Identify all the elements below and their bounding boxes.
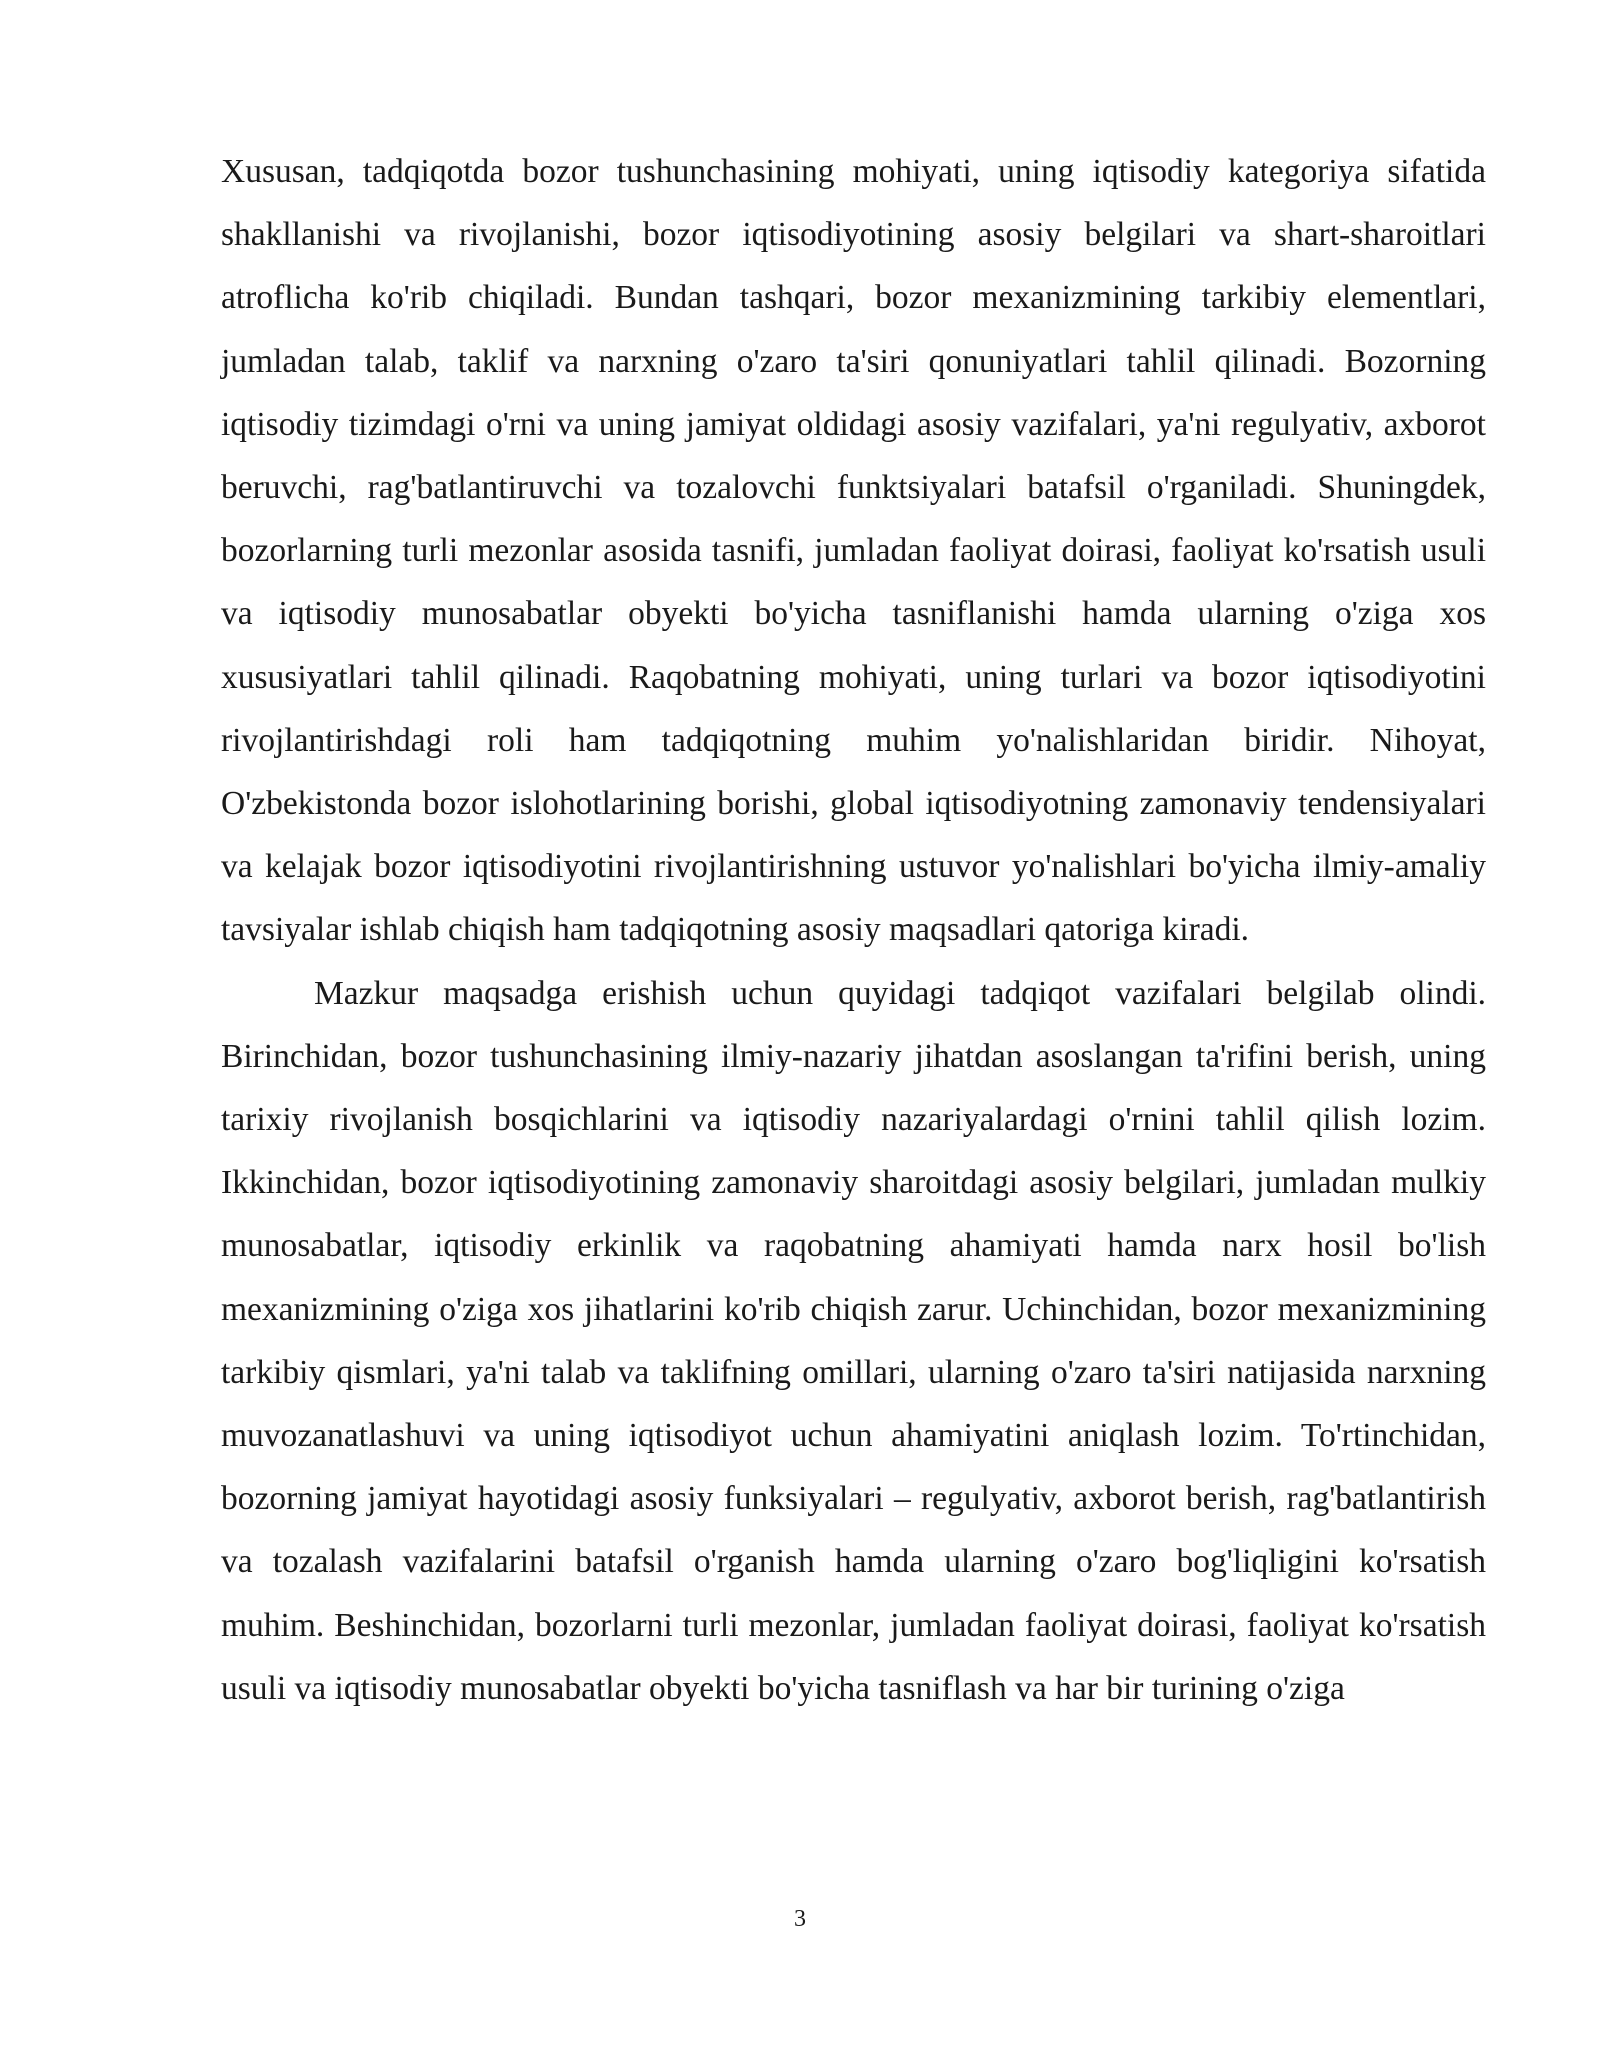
paragraph-1: Xususan, tadqiqotda bozor tushunchasining mohiyati, uning iqtisodiy kategoriya sifatida shakllanishi va rivojlanishi, bozor iqtisodiyotining asosiy belgilari va shart-sharoitlari atroflicha ko'rib chiqiladi. Bundan tashqari, bozor mexanizmining tarkibiy elementlari, jumladan talab, taklif va narxning o'zaro ta'siri qonuniyatlari tahlil qilinadi. Bozorning iqtisodiy tizimdagi o'rni va uning jamiyat oldidagi asosiy vazifalari, ya'ni regulyativ, axborot beruvchi, rag'batlantiruvchi va tozalovchi funktsiyalari batafsil o'rganiladi. Shuningdek, bozorlarning turli mezonlar asosida tasnifi, jumladan faoliyat doirasi, faoliyat ko'rsatish usuli va iqtisodiy munosabatlar obyekti bo'yicha tasniflanishi hamda ularning o'ziga xos xususiyatlari tahlil qilinadi. Raqobatning mohiyati, uning turlari va bozor iqtisodiyotini rivojlantirishdagi roli ham tadqiqotning muhim yo'nalishlaridan biridir. Nihoyat, O'zbekistonda bozor islohotlarining borishi, global iqtisodiyotning zamonaviy tendensiyalari va kelajak bozor iqtisodiyotini rivojlantirishning ustuvor yo'nalishlari bo'yicha ilmiy-amaliy tavsiyalar ishlab chiqish ham tadqiqotning asosiy maqsadlari qatoriga kiradi. — [221, 153, 1486, 949]
page-number: 3 — [794, 1906, 806, 1932]
paragraph-2: Mazkur maqsadga erishish uchun quyidagi tadqiqot vazifalari belgilab olindi. Birinchidan, bozor tushunchasining ilmiy-nazariy jihatdan asoslangan ta'rifini berish, uning tarixiy rivojlanish bosqichlarini va iqtisodiy nazariyalardagi o'rnini tahlil qilish lozim. Ikkinchidan, bozor iqtisodiyotining zamonaviy sharoitdagi asosiy belgilari, jumladan mulkiy munosabatlar, iqtisodiy erkinlik va raqobatning ahamiyati hamda narx hosil bo'lish mexanizmining o'ziga xos jihatlarini ko'rib chiqish zarur. Uchinchidan, bozor mexanizmining tarkibiy qismlari, ya'ni talab va taklifning omillari, ularning o'zaro ta'siri natijasida narxning muvozanatlashuvi va uning iqtisodiyot uchun ahamiyatini aniqlash lozim. To'rtinchidan, bozorning jamiyat hayotidagi asosiy funksiyalari – regulyativ, axborot berish, rag'batlantirish va tozalash vazifalarini batafsil o'rganish hamda ularning o'zaro bog'liqligini ko'rsatish muhim. Beshinchidan, bozorlarni turli mezonlar, jumladan faoliyat doirasi, faoliyat ko'rsatish usuli va iqtisodiy munosabatlar obyekti bo'yicha tasniflash va har bir turining o'ziga — [221, 974, 1486, 1707]
body-text — [221, 140, 1486, 1720]
